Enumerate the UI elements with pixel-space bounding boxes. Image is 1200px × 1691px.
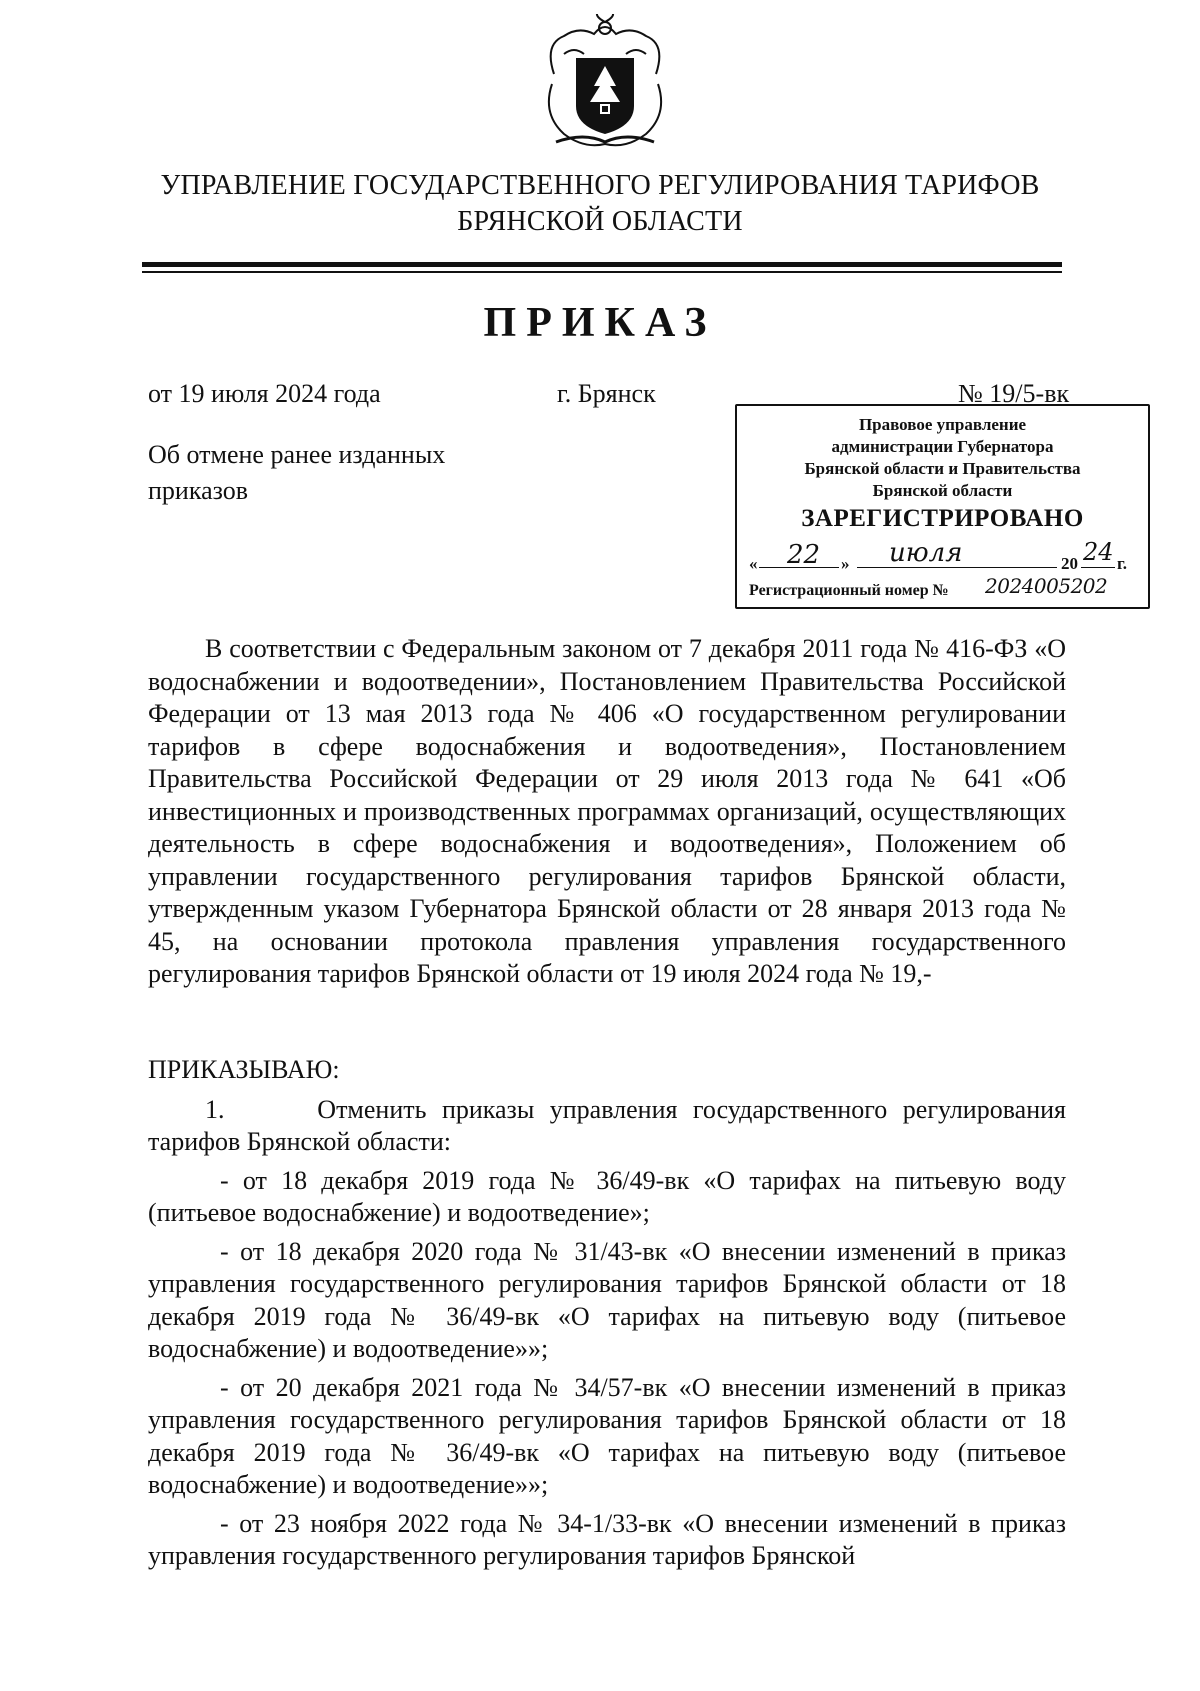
document-title: ПРИКАЗ bbox=[483, 300, 717, 346]
stamp-reg-label: Регистрационный номер № bbox=[749, 582, 949, 599]
stamp-year-suffix: 24 bbox=[1083, 538, 1114, 566]
header-rule-thin bbox=[142, 271, 1062, 273]
preamble-paragraph: В соответствии с Федеральным законом от 7 декабря 2011 года № 416-ФЗ «О водоснабжении и водоотведении», Постановлением Правительства Российской Федерации от 13 мая 2013 года № 406 «О государственном регулировании тарифов в сфере водоснабжения и водоотведения», Постановлением Правительства Российской Федерации от 29 июля 2013 года № 641 «Об инвестиционных и производственных программах организаций, осуществляющих деятельность в сфере водоснабжения и водоотведения», Положением об управлении государственного регулирования тарифов Брянской области, утвержденным указом Губернатора Брянской области от 28 января 2013 года № 45, на основании протокола правления управления государственного регулирования тарифов Брянской области от 19 июля 2024 года № 19,- bbox=[148, 634, 1066, 988]
stamp-day: 22 bbox=[787, 540, 821, 570]
stamp-line-1: Правовое управление bbox=[858, 415, 1027, 434]
stamp-line-3: Брянской области и Правительства bbox=[804, 459, 1081, 478]
stamp-date-row: « 22 » июля 20 24 г. bbox=[749, 538, 1128, 573]
list-item: - от 18 декабря 2020 года № 31/43-вк «О внесении изменений в приказ управления государственного регулирования тарифов Брянской области от 18 декабря 2019 года № 36/49-вк «О тарифах на питьевую воду (питьевое водоснабжение) и водоотведение»»; bbox=[148, 1236, 1066, 1363]
header-rule bbox=[142, 262, 1062, 267]
list-item: - от 20 декабря 2021 года № 34/57-вк «О внесении изменений в приказ управления государственного регулирования тарифов Брянской области от 18 декабря 2019 года № 36/49-вк «О тарифах на питьевую воду (питьевое водоснабжение) и водоотведение»»; bbox=[148, 1372, 1066, 1499]
stamp-year-unit: г. bbox=[1117, 554, 1128, 573]
document-subject: Об отмене ранее изданных приказов bbox=[148, 440, 446, 505]
document-number: № 19/5-вк bbox=[958, 379, 1070, 408]
stamp-year-prefix: 20 bbox=[1061, 554, 1078, 573]
order-word: ПРИКАЗЫВАЮ: bbox=[148, 1055, 340, 1084]
list-item: - от 23 ноября 2022 года № 34-1/33-вк «О внесении изменений в приказ управления государственного регулирования тарифов Брянской bbox=[148, 1508, 1066, 1570]
document-date: от 19 июля 2024 года bbox=[148, 379, 381, 408]
stamp-reg-number: 2024005202 bbox=[985, 574, 1108, 598]
stamp-line-2: администрации Губернатора bbox=[831, 437, 1054, 456]
org-name-line-1: УПРАВЛЕНИЕ ГОСУДАРСТВЕННОГО РЕГУЛИРОВАНИЯ ТАРИФОВ bbox=[160, 170, 1040, 201]
order-section bbox=[148, 1054, 1066, 1573]
list-item: - от 18 декабря 2019 года № 36/49-вк «О тарифах на питьевую воду (питьевое водоснабжение) и водоотведение»; bbox=[148, 1165, 1066, 1227]
stamp-registered: ЗАРЕГИСТРИРОВАНО bbox=[801, 505, 1084, 532]
stamp-line-4: Брянской области bbox=[872, 481, 1013, 500]
document-city: г. Брянск bbox=[557, 379, 656, 408]
document-body bbox=[148, 633, 1066, 991]
registration-stamp bbox=[735, 404, 1150, 609]
stamp-month: июля bbox=[889, 538, 963, 568]
stamp-reg-row bbox=[749, 576, 1144, 602]
coat-of-arms-emblem bbox=[534, 14, 676, 156]
org-name-line-2: БРЯНСКОЙ ОБЛАСТИ bbox=[457, 206, 743, 237]
order-item-1: 1. Отменить приказы управления государственного регулирования тарифов Брянской области: bbox=[148, 1094, 1066, 1156]
